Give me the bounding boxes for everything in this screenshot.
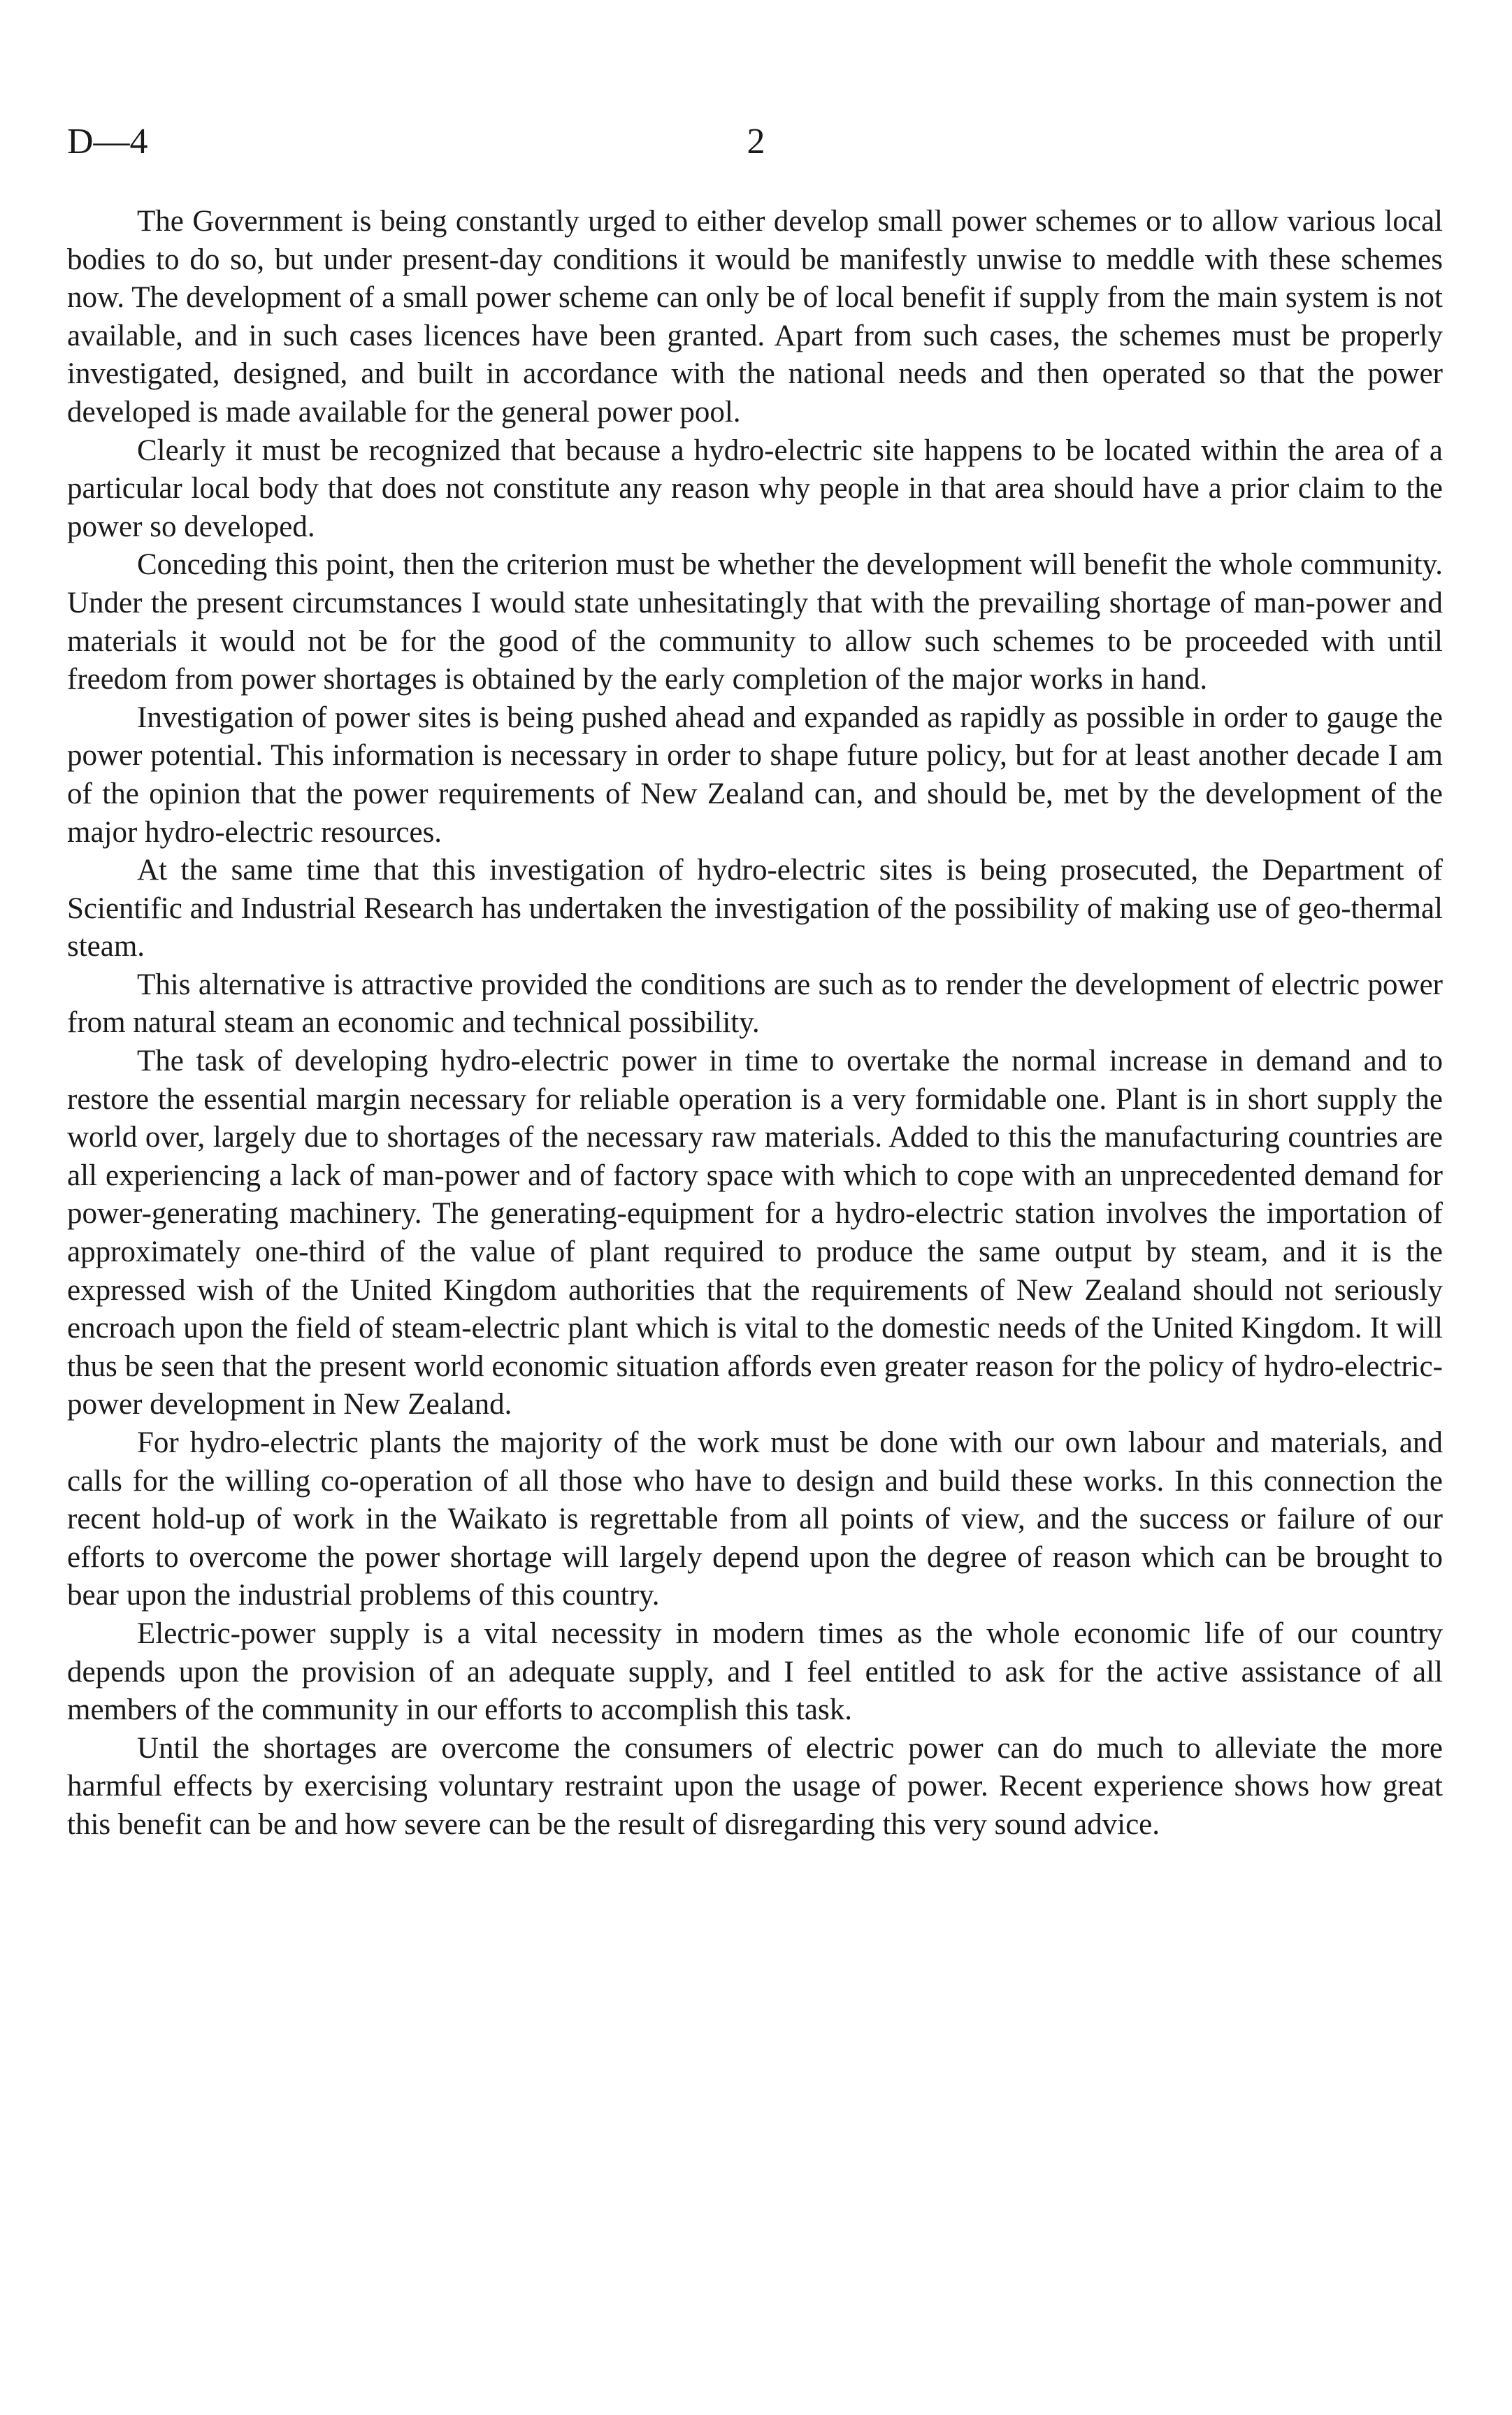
paragraph: Until the shortages are overcome the consumers of electric power can do much to alleviate the more harmful effects by exercising voluntary restraint upon the usage of power. Recent experience shows how great this benefit can be and how severe can be the result of disregarding this very sound advice. — [67, 1731, 1443, 1841]
paragraph: For hydro-electric plants the majority of the work must be done with our own labour and materials, and calls for the willing co-operation of all those who have to design and build these works. In this connection the recent hold-up of work in the Waikato is regrettable from all points of view, and the success or failure of our efforts to overcome the power shortage will largely depend upon the degree of reason which can be brought to bear upon the industrial problems of this country. — [67, 1426, 1443, 1612]
page-header — [67, 117, 1445, 166]
document-code: D—4 — [67, 122, 148, 162]
paragraph: At the same time that this investigation of hydro-electric sites is being prosecuted, the Department of Scientific and Industrial Research has undertaken the investigation of the possibility of making use of geo-thermal steam. — [67, 854, 1443, 963]
paragraph: Investigation of power sites is being pushed ahead and expanded as rapidly as possible in order to gauge the power potential. This information is necessary in order to shape future policy, but for at least another decade I am of the opinion that the power requirements of New Zealand can, and should be, met by the development of the major hydro-electric resources. — [67, 701, 1443, 849]
paragraph: Electric-power supply is a vital necessity in modern times as the whole economic life of our country depends upon the provision of an adequate supply, and I feel entitled to ask for the active assistance of all members of the community in our efforts to accomplish this task. — [67, 1617, 1443, 1727]
paragraph: The Government is being constantly urged to either develop small power schemes or to allow various local bodies to do so, but under present-day conditions it would be manifestly unwise to meddle with these schemes now. The development of a small power scheme can only be of local benefit if supply from the main system is not available, and in such cases licences have been granted. Apart from such cases, the schemes must be properly investigated, designed, and built in accordance with the national needs and then operated so that the power developed is made available for the general power pool. — [67, 205, 1443, 429]
body-text — [67, 203, 1443, 1844]
page-number: 2 — [747, 122, 765, 162]
paragraph: The task of developing hydro-electric power in time to overtake the normal increase in demand and to restore the essential margin necessary for reliable operation is a very formidable one. Plant is in short supply the world over, largely due to shortages of the necessary raw materials. Added to this the manufacturing countries are all experiencing a lack of man-power and of factory space with which to cope with an unprecedented demand for power-generating machinery. The generating-equipment for a hydro-electric station involves the importation of approximately one-third of the value of plant required to produce the same output by steam, and it is the expressed wish of the United Kingdom authorities that the requirements of New Zealand should not seriously encroach upon the field of steam-electric plant which is vital to the domestic needs of the United Kingdom. It will thus be seen that the present world economic situation affords even greater reason for the policy of hydro-electric-power development in New Zealand. — [67, 1045, 1443, 1421]
paragraph: Clearly it must be recognized that because a hydro-electric site happens to be located within the area of a particular local body that does not constitute any reason why people in that area should have a prior claim to the power so developed. — [67, 433, 1443, 543]
paragraph: Conceding this point, then the criterion must be whether the development will benefit the whole community. Under the present circumstances I would state unhesitatingly that with the prevailing shortage of man-power and materials it would not be for the good of the community to allow such schemes to be proceeded with until freedom from power shortages is obtained by the early completion of the major works in hand. — [67, 548, 1443, 696]
paragraph: This alternative is attractive provided the conditions are such as to render the development of electric power from natural steam an economic and technical possibility. — [67, 968, 1443, 1040]
